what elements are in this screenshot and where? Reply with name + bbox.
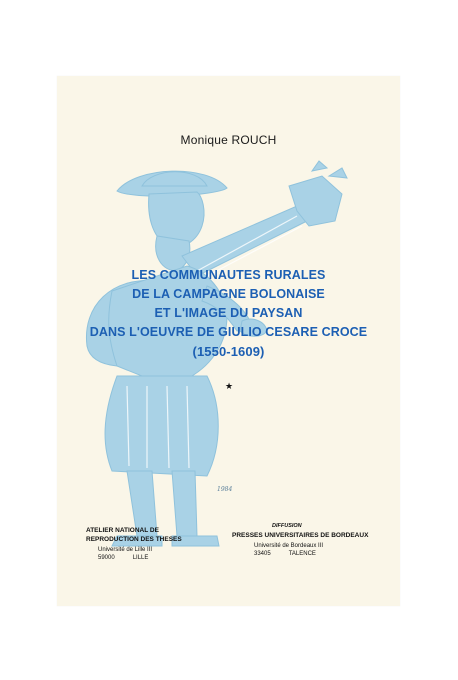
author-name: Monique ROUCH — [180, 133, 277, 147]
book-title — [57, 266, 400, 361]
publisher-right-city: TALENCE — [288, 551, 316, 557]
publisher-left-address — [98, 546, 182, 562]
title-line-3: ET L'IMAGE DU PAYSAN — [154, 306, 303, 320]
publisher-right — [232, 522, 368, 558]
publisher-right-postcode: 33405 — [254, 551, 271, 557]
publisher-right-name: PRESSES UNIVERSITAIRES DE BORDEAUX — [232, 532, 369, 539]
illustration-signature: 1984 — [217, 486, 233, 493]
publisher-left — [86, 526, 182, 562]
title-line-2: DE LA CAMPAGNE BOLONAISE — [132, 287, 325, 301]
diffusion-label: DIFFUSION — [272, 523, 302, 529]
publisher-left-university: Université de Lille III — [98, 547, 153, 553]
title-line-1: LES COMMUNAUTES RURALES — [131, 268, 326, 282]
title-line-4: DANS L'OEUVRE DE GIULIO CESARE CROCE — [89, 325, 368, 339]
volume-star-mark: ★ — [225, 381, 234, 391]
publisher-left-city-row — [98, 554, 182, 562]
publisher-right-city-row — [254, 550, 368, 558]
publisher-left-line2: REPRODUCTION DES THESES — [86, 536, 182, 543]
publisher-left-line1: ATELIER NATIONAL DE — [86, 527, 159, 534]
title-dates: (1550-1609) — [192, 344, 265, 359]
publisher-left-city: LILLE — [132, 555, 149, 561]
publisher-right-university: Université de Bordeaux III — [254, 543, 324, 549]
book-cover — [57, 76, 400, 606]
publisher-right-address — [254, 542, 368, 558]
publisher-left-postcode: 59000 — [98, 555, 115, 561]
